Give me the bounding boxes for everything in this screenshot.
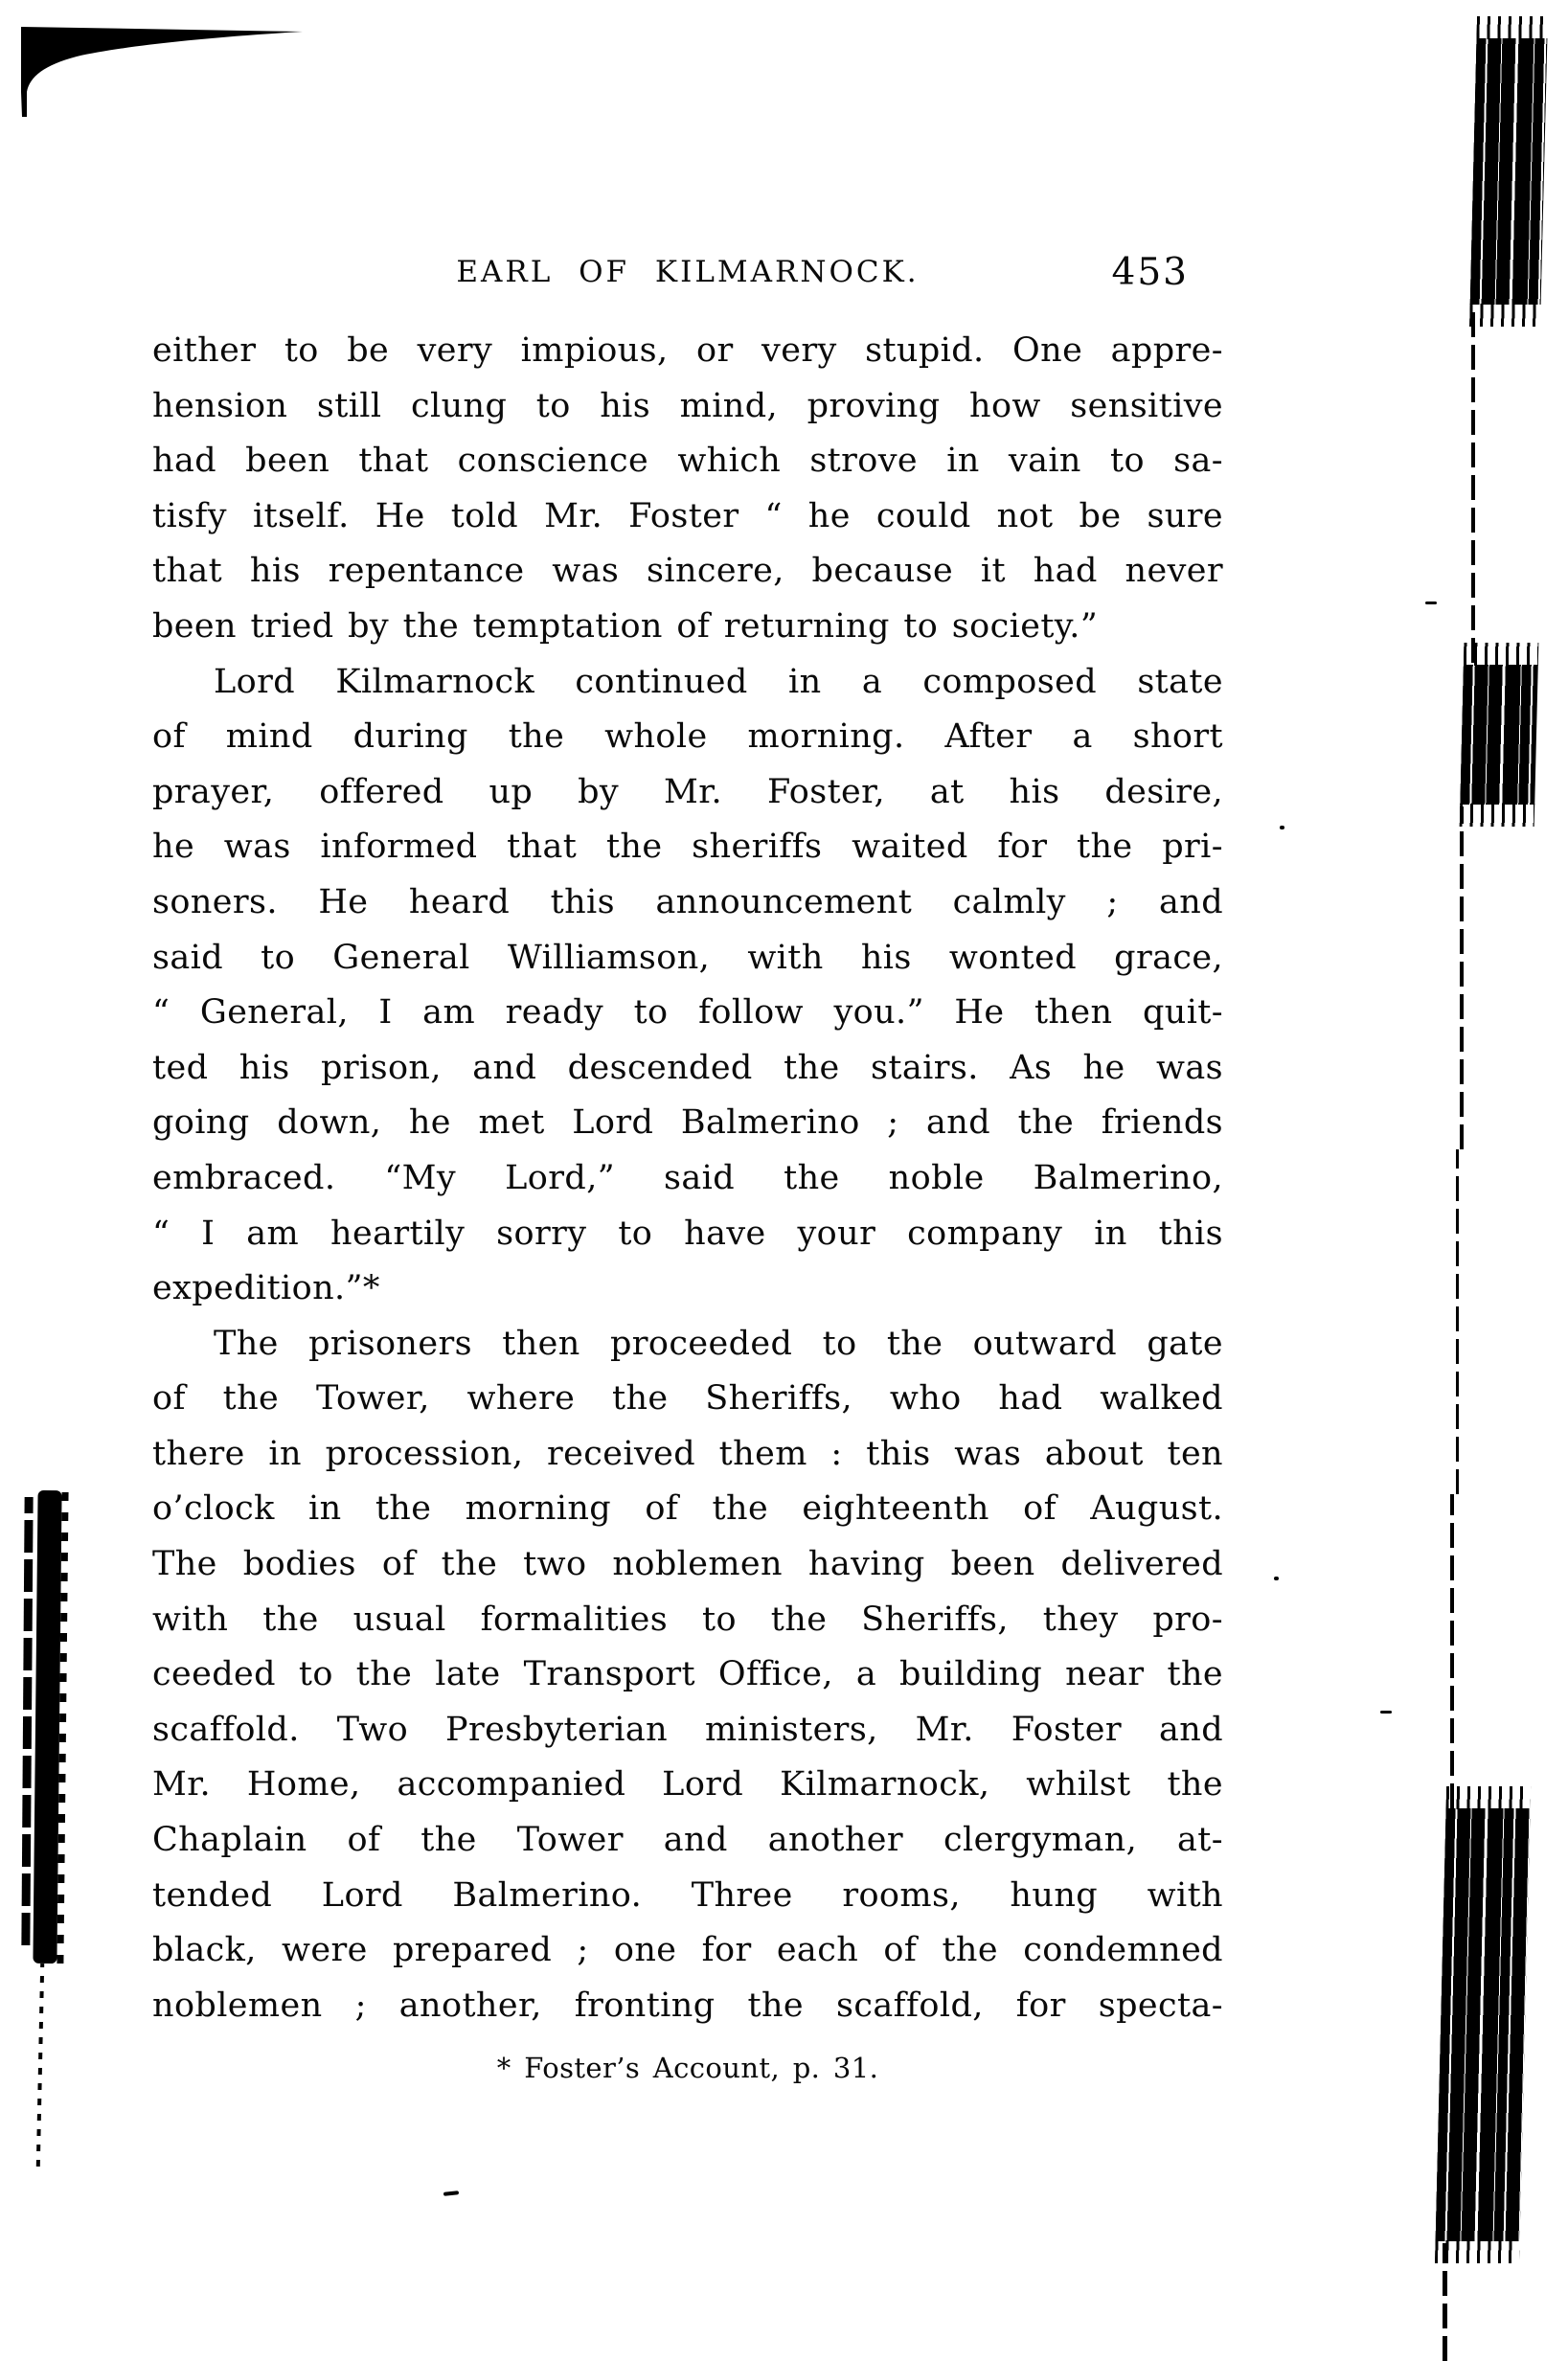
scan-speck-5 <box>1274 1577 1279 1580</box>
body-line: that his repentance was sincere, because it had never <box>152 552 1223 591</box>
body-line: expedition.”* <box>152 1269 380 1308</box>
body-line: Mr. Home, accompanied Lord Kilmarnock, whilst the <box>152 1765 1223 1805</box>
body-line: he was informed that the sheriffs waited for the pri- <box>152 828 1223 867</box>
body-line: hension still clung to his mind, proving how sensitive <box>152 386 1223 425</box>
scan-speck-3 <box>1380 1711 1392 1714</box>
body-line: Lord Kilmarnock continued in a composed state <box>214 662 1223 701</box>
body-line: “ General, I am ready to follow you.” He then quit- <box>152 993 1223 1033</box>
body-line: The prisoners then proceeded to the outward gate <box>214 1324 1223 1363</box>
scan-smudge-left-wide <box>33 1490 61 1964</box>
page-number: 453 <box>1111 251 1189 294</box>
body-line: o’clock in the morning of the eighteenth of August. <box>152 1489 1223 1529</box>
body-line: had been that conscience which strove in vain to sa- <box>152 442 1223 481</box>
scan-smudge-left-tail <box>36 1964 44 2167</box>
body-line: embraced. “My Lord,” said the noble Balmerino, <box>152 1158 1223 1197</box>
body-line: tisfy itself. He told Mr. Foster “ he could not be sure <box>152 496 1223 535</box>
body-line: tended Lord Balmerino. Three rooms, hung with <box>152 1875 1223 1915</box>
scan-streak-right-middle <box>1460 665 1538 805</box>
scan-smudge-top-left <box>0 0 345 144</box>
scan-streak-right-thin-5 <box>1443 2243 1447 2361</box>
scan-streak-right-thin-3 <box>1456 1149 1459 1494</box>
body-line: prayer, offered up by Mr. Foster, at his desire, <box>152 772 1223 811</box>
body-line: scaffold. Two Presbyterian ministers, Mr. Foster and <box>152 1710 1223 1749</box>
body-line: soners. He heard this announcement calmly ; and <box>152 882 1223 921</box>
scan-smudge-left-narrow <box>21 1497 33 1945</box>
body-line: noblemen ; another, fronting the scaffold, for specta- <box>152 1986 1223 2025</box>
body-line: of the Tower, where the Sheriffs, who had walked <box>152 1379 1223 1419</box>
body-line: said to General Williamson, with his wonted grace, <box>152 938 1223 977</box>
body-line: been tried by the temptation of returning to society.” <box>152 606 1099 646</box>
body-line: there in procession, received them : this was about ten <box>152 1434 1223 1473</box>
body-line: with the usual formalities to the Sheriffs, they pro- <box>152 1600 1223 1639</box>
scan-streak-right-top <box>1470 38 1548 305</box>
scan-speck-2 <box>1425 602 1437 604</box>
body-line: The bodies of the two noblemen having been delivered <box>152 1545 1223 1584</box>
body-line: “ I am heartily sorry to have your company in this <box>152 1214 1223 1253</box>
body-text <box>152 324 1223 2033</box>
page-header <box>152 251 1223 305</box>
body-line: ted his prison, and descended the stairs. As he was <box>152 1048 1223 1087</box>
body-line: of mind during the whole morning. After a short <box>152 717 1223 757</box>
body-line: black, were prepared ; one for each of the condemned <box>152 1931 1223 1970</box>
scan-speck-1 <box>443 2191 459 2196</box>
scan-speck-4 <box>1280 826 1284 829</box>
body-line: Chaplain of the Tower and another clergyman, at- <box>152 1821 1223 1860</box>
scan-streak-right-thin-4 <box>1450 1494 1454 1808</box>
body-line: either to be very impious, or very stupid. One appre- <box>152 331 1223 370</box>
body-line: ceeded to the late Transport Office, a building near the <box>152 1655 1223 1694</box>
running-title: EARL OF KILMARNOCK. <box>456 255 920 289</box>
scan-streak-right-bottom <box>1435 1808 1530 2241</box>
body-line: going down, he met Lord Balmerino ; and the friends <box>152 1103 1223 1143</box>
footnote: * Foster’s Account, p. 31. <box>496 2052 879 2084</box>
scan-streak-right-thin-1 <box>1471 306 1475 663</box>
scan-streak-right-thin-2 <box>1460 806 1464 1149</box>
